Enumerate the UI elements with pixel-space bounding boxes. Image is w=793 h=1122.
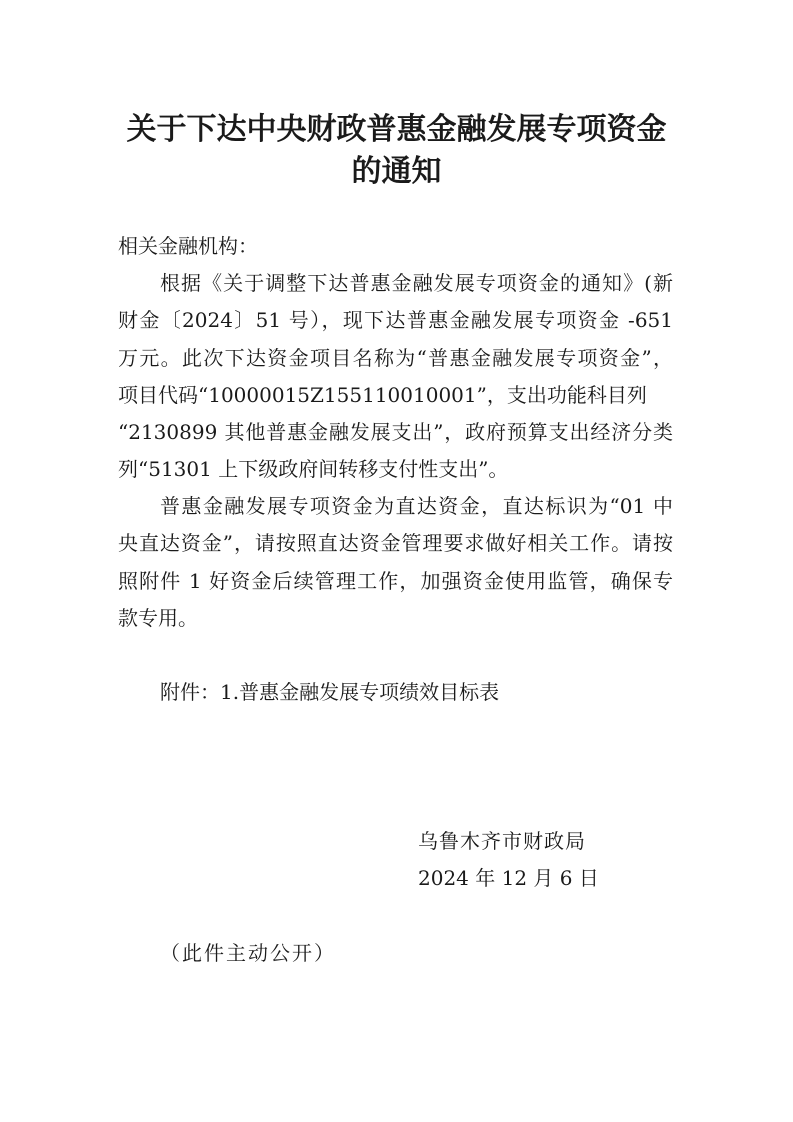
salutation: 相关金融机构： — [118, 234, 258, 258]
body-line-1: 根据《关于调整下达普惠金融发展专项资金的通知》(新 — [160, 271, 673, 295]
body-line-9: 照附件 1 好资金后续管理工作，加强资金使用监管，确保专 — [118, 569, 673, 593]
issuer-name: 乌鲁木齐市财政局 — [418, 829, 586, 853]
body-line-3: 万元。此次下达资金项目名称为“普惠金融发展专项资金”， — [118, 346, 673, 370]
document-title-line-1: 关于下达中央财政普惠金融发展专项资金 — [126, 112, 667, 147]
body-line-8: 央直达资金”，请按照直达资金管理要求做好相关工作。请按 — [118, 531, 673, 555]
attachment-line: 附件：1.普惠金融发展专项绩效目标表 — [160, 680, 500, 704]
issue-date: 2024 年 12 月 6 日 — [418, 866, 599, 890]
body-line-7: 普惠金融发展专项资金为直达资金，直达标识为“01 中 — [160, 494, 673, 518]
disclosure-note: （此件主动公开） — [160, 941, 336, 965]
body-line-6: 列“51301 上下级政府间转移支付性支出”。 — [118, 457, 509, 481]
body-line-4: 项目代码“10000015Z155110010001”，支出功能科目列 — [118, 383, 647, 407]
body-line-5: “2130899 其他普惠金融发展支出”，政府预算支出经济分类 — [118, 420, 673, 444]
document-title-line-2: 的通知 — [351, 154, 442, 189]
body-line-2: 财金〔2024〕51 号），现下达普惠金融发展专项资金 -651 — [118, 308, 673, 332]
body-line-10: 款专用。 — [118, 606, 198, 630]
